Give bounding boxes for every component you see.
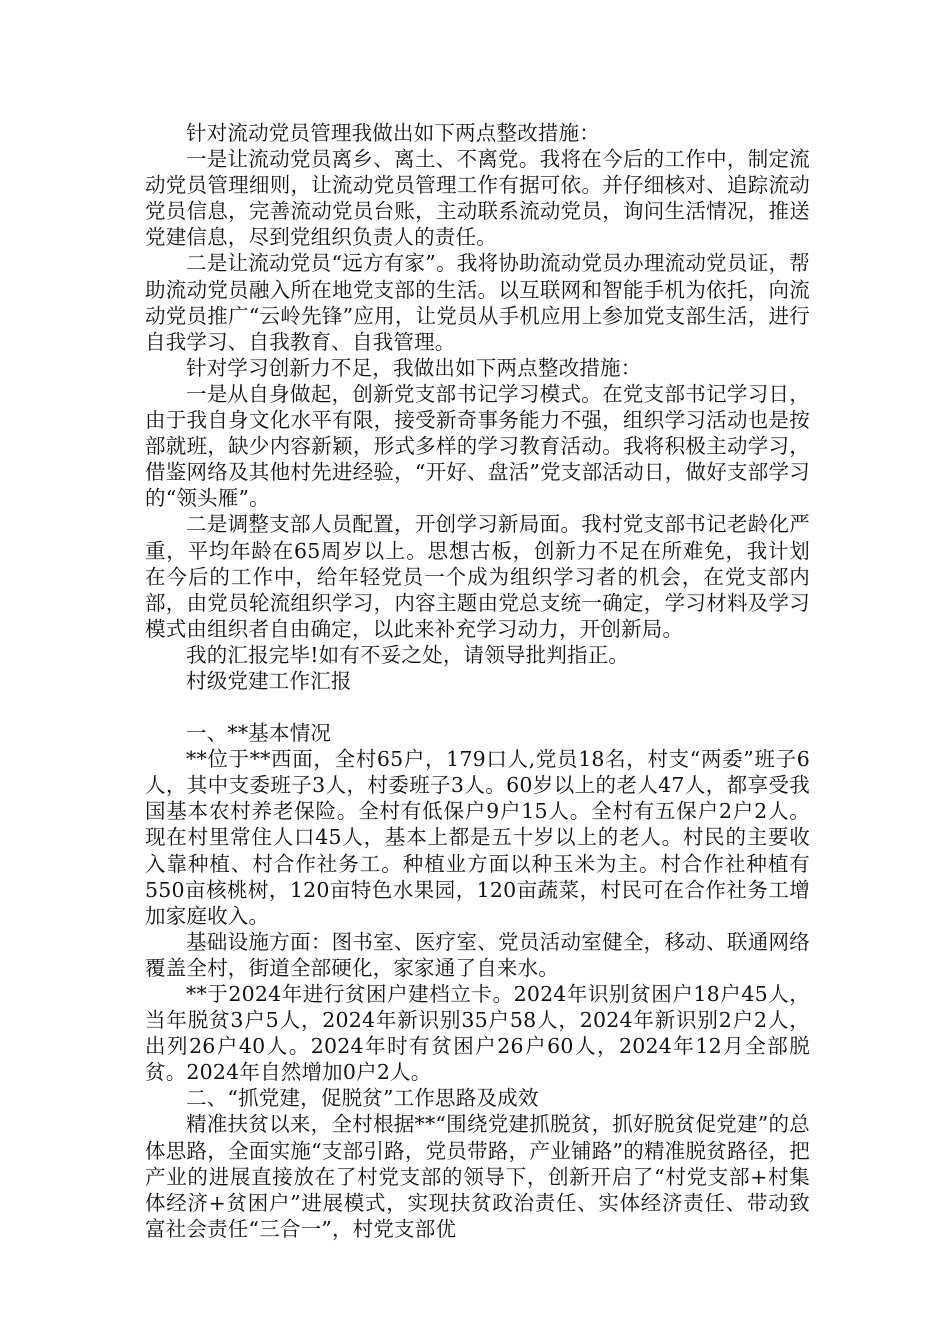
document-body bbox=[145, 120, 810, 1242]
paragraph: 基础设施方面：图书室、医疗室、党员活动室健全，移动、联通网络覆盖全村，街道全部硬化，家家通了自来水。 bbox=[145, 929, 810, 980]
paragraph: 二是调整支部人员配置，开创学习新局面。我村党支部书记老龄化严重，平均年龄在65周岁以上。思想古板，创新力不足在所难免，我计划在今后的工作中，给年轻党员一个成为组织学习者的机会，在党支部内部，由党员轮流组织学习，内容主题由党总支统一确定，学习材料及学习模式由组织者自由确定，以此来补充学习动力，开创新局。 bbox=[145, 512, 810, 641]
blank-line bbox=[145, 694, 810, 720]
paragraph: **于2024年进行贫困户建档立卡。2024年识别贫困户18户45人，当年脱贫3户5人，2024年新识别35户58人，2024年新识别2户2人，出列26户40人。2024年时有贫困户26户60人，2024年12月全部脱贫。2024年自然增加0户2人。 bbox=[145, 982, 810, 1085]
paragraph: 针对学习创新力不足，我做出如下两点整改措施： bbox=[186, 355, 642, 380]
paragraph: **位于**西面，全村65户，179口人,党员18名，村支“两委”班子6人，其中支委班子3人，村委班子3人。60岁以上的老人47人，都享受我国基本农村养老保险。全村有低保户9户15人。全村有五保户2户2人。现在村里常住人口45人，基本上都是五十岁以上的老人。村民的主要收入靠种植、村合作社务工。种植业方面以种玉米为主。村合作社种植有550亩核桃树，120亩特色水果园，120亩蔬菜，村民可在合作社务工增加家庭收入。 bbox=[145, 747, 810, 928]
heading: 二、“抓党建，促脱贫”工作思路及成效 bbox=[186, 1086, 539, 1111]
paragraph: 针对流动党员管理我做出如下两点整改措施： bbox=[186, 121, 600, 145]
heading: 一、**基本情况 bbox=[186, 721, 332, 746]
paragraph: 二是让流动党员“远方有家”。我将协助流动党员办理流动党员证，帮助流动党员融入所在地党支部的生活。以互联网和智能手机为依托，向流动党员推广“云岭先锋”应用，让党员从手机应用上参加党支部生活，进行自我学习、自我教育、自我管理。 bbox=[145, 251, 810, 354]
paragraph: 我的汇报完毕!如有不妥之处，请领导批判指正。 bbox=[186, 642, 630, 667]
paragraph: 精准扶贫以来，全村根据**“围绕党建抓脱贫，抓好脱贫促党建”的总体思路，全面实施“支部引路，党员带路，产业铺路”的精准脱贫路径，把产业的进展直接放在了村党支部的领导下，创新开启了“村党支部+村集体经济+贫困户”进展模式，实现扶贫政治责任、实体经济责任、带动致富社会责任“三合一”，村党支部优 bbox=[145, 1112, 810, 1241]
section-title: 村级党建工作汇报 bbox=[186, 668, 352, 693]
paragraph: 一是从自身做起，创新党支部书记学习模式。在党支部书记学习日，由于我自身文化水平有限，接受新奇事务能力不强，组织学习活动也是按部就班，缺少内容新颖，形式多样的学习教育活动。我将积极主动学习，借鉴网络及其他村先进经验，“开好、盘活”党支部活动日，做好支部学习的“领头雁”。 bbox=[145, 381, 810, 511]
paragraph: 一是让流动党员离乡、离土、不离党。我将在今后的工作中，制定流动党员管理细则，让流动党员管理工作有据可依。并仔细核对、追踪流动党员信息，完善流动党员台账，主动联系流动党员，询问生活情况，推送党建信息，尽到党组织负责人的责任。 bbox=[145, 147, 810, 250]
